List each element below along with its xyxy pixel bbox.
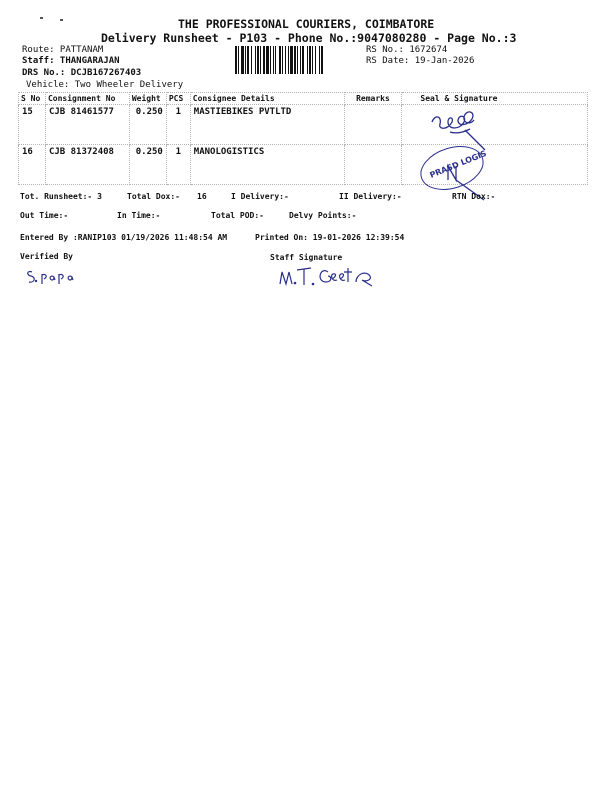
rs-number: RS No.: 1672674: [366, 45, 448, 55]
cell-consignment: CJB 81372408: [45, 145, 129, 185]
col-header-sno: S No: [19, 93, 46, 105]
barcode-bar: [294, 46, 296, 74]
barcode-bar: [275, 46, 276, 74]
total-dox-value: 16: [197, 192, 207, 201]
cell-weight: 0.250: [129, 105, 166, 145]
verified-signature: [24, 266, 84, 286]
col-header-consignment: Consignment No: [45, 93, 129, 105]
barcode-bar: [241, 46, 244, 74]
staff-signature-label: Staff Signature: [270, 253, 343, 262]
printed-on: Printed On: 19-01-2026 12:39:54: [255, 233, 405, 242]
barcode-bar: [279, 46, 281, 74]
staff-text: Staff: THANGARAJAN: [22, 56, 120, 66]
barcode-bar: [319, 46, 320, 74]
cell-consignee: MASTIEBIKES PVTLTD: [190, 105, 344, 145]
cell-remarks: [344, 145, 402, 185]
barcode-bar: [266, 46, 269, 74]
col-header-remarks: Remarks: [344, 93, 402, 105]
barcode-image: [235, 46, 359, 78]
barcode-bar: [273, 46, 274, 74]
barcode-bar: [282, 46, 283, 74]
barcode-bar: [235, 46, 237, 74]
in-time: In Time:-: [117, 211, 161, 220]
cell-consignment: CJB 81461577: [45, 105, 129, 145]
total-pod: Total POD:-: [211, 211, 264, 220]
barcode-bar: [238, 46, 239, 74]
staff-signature: [278, 260, 378, 290]
col-header-pcs: PCS: [166, 93, 190, 105]
barcode-bar: [270, 46, 271, 74]
barcode-bar: [245, 46, 246, 74]
barcode-bar: [302, 46, 304, 74]
drs-number: DRS No.: DCJB167267403: [22, 68, 142, 78]
barcode-bar: [307, 46, 308, 74]
runsheet-subtitle: Delivery Runsheet - P103 - Phone No.:9047080280 - Page No.:3: [101, 31, 517, 45]
cell-pcs: 1: [166, 105, 190, 145]
cell-pcs: 1: [166, 145, 190, 185]
barcode-bar: [321, 46, 323, 74]
tot-runsheet: Tot. Runsheet:- 3: [20, 192, 102, 201]
entered-by: Entered By :RANIP103 01/19/2026 11:48:54 AM: [20, 233, 228, 242]
barcode-bar: [288, 46, 289, 74]
barcode-bar: [285, 46, 286, 74]
barcode-bar: [309, 46, 311, 74]
col-header-seal: Seal & Signature: [402, 93, 588, 105]
scan-speck: [60, 19, 63, 21]
cell-sno: 16: [19, 145, 46, 185]
col-header-consignee: Consignee Details: [190, 93, 344, 105]
delvy-points: Delvy Points:-: [289, 211, 357, 220]
barcode-bar: [260, 46, 261, 74]
i-delivery: I Delivery:-: [231, 192, 289, 201]
out-time: Out Time:-: [20, 211, 69, 220]
verified-by-label: Verified By: [20, 252, 73, 261]
scan-speck: [40, 17, 43, 19]
col-header-weight: Weight: [129, 93, 166, 105]
total-dox-label: Total Dox:-: [127, 192, 180, 201]
barcode-bar: [257, 46, 259, 74]
barcode-bar: [251, 46, 252, 74]
barcode-bar: [300, 46, 301, 74]
barcode-bar: [290, 46, 293, 74]
rtn-dox: RTN Dox:-: [452, 192, 496, 201]
vehicle-text: Vehicle: Two Wheeler Delivery: [26, 80, 184, 90]
cell-weight: 0.250: [129, 145, 166, 185]
barcode-bars: [235, 46, 359, 74]
company-title: THE PROFESSIONAL COURIERS, COIMBATORE: [178, 17, 435, 31]
route-text: Route: PATTANAM: [22, 45, 104, 55]
barcode-bar: [297, 46, 298, 74]
barcode-bar: [315, 46, 316, 74]
cell-remarks: [344, 105, 402, 145]
barcode-bar: [255, 46, 256, 74]
svg-text:PRASD LOGIS: PRASD LOGIS: [428, 148, 488, 180]
rs-date: RS Date: 19-Jan-2026: [366, 56, 475, 66]
cell-consignee: MANOLOGISTICS: [190, 145, 344, 185]
barcode-bar: [312, 46, 313, 74]
ii-delivery: II Delivery:-: [339, 192, 402, 201]
barcode-bar: [247, 46, 249, 74]
barcode-bar: [263, 46, 265, 74]
cell-sno: 15: [19, 105, 46, 145]
